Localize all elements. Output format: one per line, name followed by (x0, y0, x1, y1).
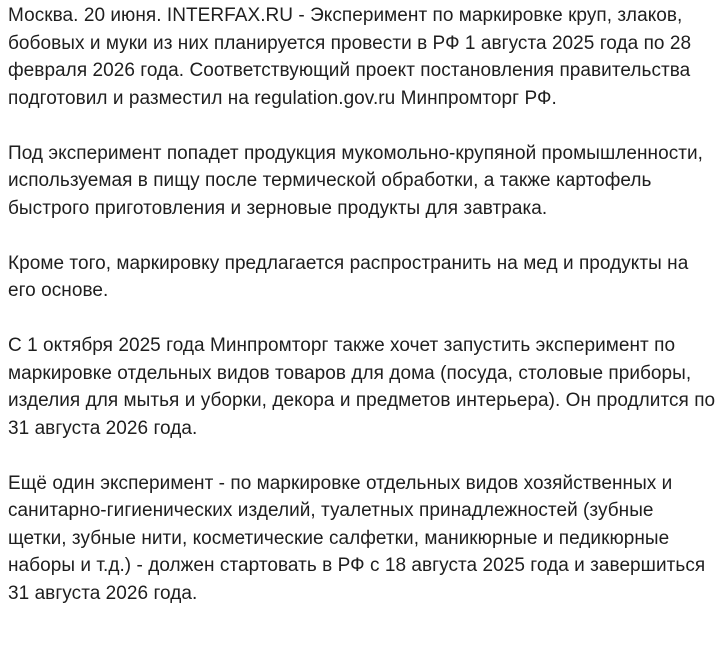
news-article (8, 2, 716, 607)
article-paragraph-honey: Кроме того, маркировку предлагается распространить на мед и продукты на его основе. (8, 252, 689, 301)
article-paragraph-household-goods: С 1 октября 2025 года Минпромторг также хочет запустить эксперимент по маркировке отдельных видов товаров для дома (посуда, столовые приборы, изделия для мытья и уборки, декора и предметов интерьера). Он продлится по 31 августа 2026 года. (8, 335, 716, 439)
article-paragraph-hygiene-products: Ещё один эксперимент - по маркировке отдельных видов хозяйственных и санитарно-гигиенических изделий, туалетных принадлежностей (зубные щетки, зубные нити, косметические салфетки, маникюрные и педикюрные наборы и т.д.) - должен стартовать в РФ с 18 августа 2025 года и завершиться 31 августа 2026 года. (8, 472, 706, 604)
article-paragraph-lead: Москва. 20 июня. INTERFAX.RU - Эксперимент по маркировке круп, злаков, бобовых и муки из них планируется провести в РФ 1 августа 2025 года по 28 февраля 2026 года. Соответствующий проект постановления правительства подготовил и разместил на regulation.gov.ru Минпромторг РФ. (8, 5, 692, 109)
article-paragraph-scope: Под эксперимент попадет продукция мукомольно-крупяной промышленности, используемая в пищу после термической обработки, а также картофель быстрого приготовления и зерновые продукты для завтрака. (8, 142, 703, 219)
